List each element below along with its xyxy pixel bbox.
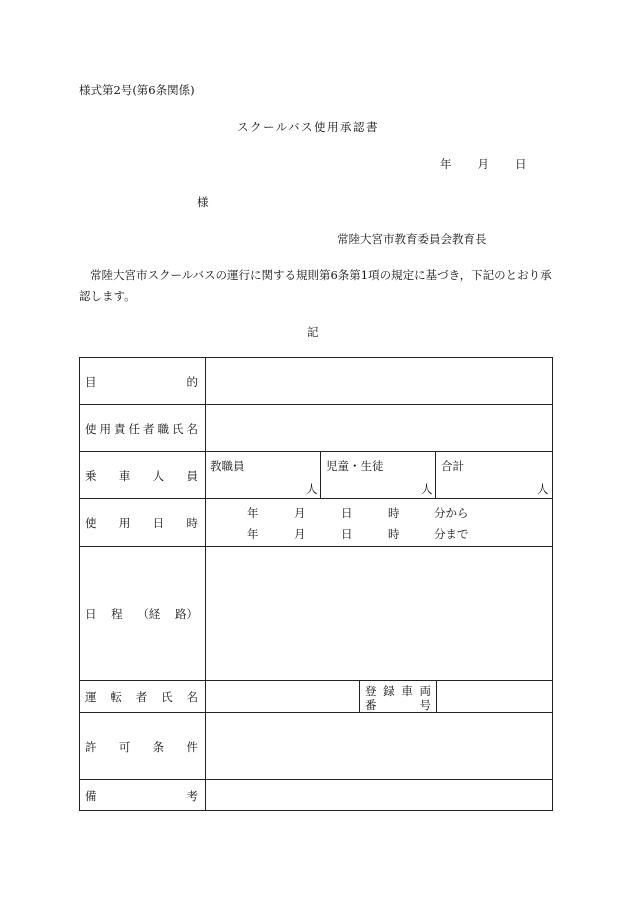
- students-label: 児童・生徒: [326, 459, 384, 473]
- date-day: 日: [515, 157, 527, 171]
- vehicle-number-field[interactable]: [437, 681, 552, 712]
- row-divider: [79, 451, 553, 452]
- driver-divider: [359, 680, 360, 712]
- staff-unit: 人: [306, 482, 318, 496]
- form-number: 様式第2号(第6条関係): [79, 83, 195, 97]
- dt-to-hour: 時: [388, 527, 400, 541]
- dt-to-minute: 分まで: [434, 527, 469, 541]
- dt-to-day: 日: [341, 527, 353, 541]
- manager-label: 使 用 責 任 者 職 氏 名: [85, 422, 198, 436]
- dt-to-month: 月: [294, 527, 306, 541]
- registered-vehicle-label-line2: 番 号: [365, 698, 431, 712]
- date-month: 月: [477, 157, 489, 171]
- dt-from-day: 日: [341, 506, 353, 520]
- remarks-field[interactable]: [206, 780, 552, 810]
- issuer: 常陸大宮市教育委員会教育長: [337, 232, 487, 246]
- dt-from-month: 月: [294, 506, 306, 520]
- date-year: 年: [440, 157, 452, 171]
- total-label: 合計: [441, 459, 464, 473]
- conditions-field[interactable]: [206, 713, 552, 779]
- date-line: [440, 156, 527, 172]
- approval-statement: 常陸大宮市スクールバスの運行に関する規則第6条第1項の規定に基づき，下記のとおり承認します。: [79, 268, 552, 303]
- dt-from-year: 年: [247, 506, 259, 520]
- addressee-suffix: 様: [197, 195, 209, 209]
- riders-label: 乗 車 人 員: [85, 469, 198, 483]
- dt-from-hour: 時: [388, 506, 400, 520]
- row-divider: [79, 498, 553, 499]
- manager-field[interactable]: [206, 405, 552, 451]
- purpose-label: 目 的: [85, 375, 198, 389]
- ki-heading: 記: [307, 325, 319, 339]
- staff-label: 教職員: [210, 459, 245, 473]
- schedule-label: 日 程 （経 路）: [85, 607, 198, 621]
- riders-divider: [435, 451, 436, 498]
- conditions-label: 許 可 条 件: [85, 740, 198, 754]
- driver-field[interactable]: [206, 681, 359, 712]
- students-unit: 人: [421, 482, 433, 496]
- dt-from-minute: 分から: [434, 506, 469, 520]
- remarks-label: 備 考: [85, 789, 198, 803]
- purpose-field[interactable]: [206, 358, 552, 404]
- total-unit: 人: [537, 482, 549, 496]
- riders-divider: [320, 451, 321, 498]
- registered-vehicle-label-line1: 登 録 車 両: [365, 684, 431, 698]
- document-title: スクールバス使用承認書: [237, 120, 379, 134]
- dt-to-year: 年: [247, 527, 259, 541]
- datetime-label: 使 用 日 時: [85, 516, 198, 530]
- schedule-field[interactable]: [206, 547, 552, 680]
- driver-label: 運 転 者 氏 名: [85, 690, 198, 704]
